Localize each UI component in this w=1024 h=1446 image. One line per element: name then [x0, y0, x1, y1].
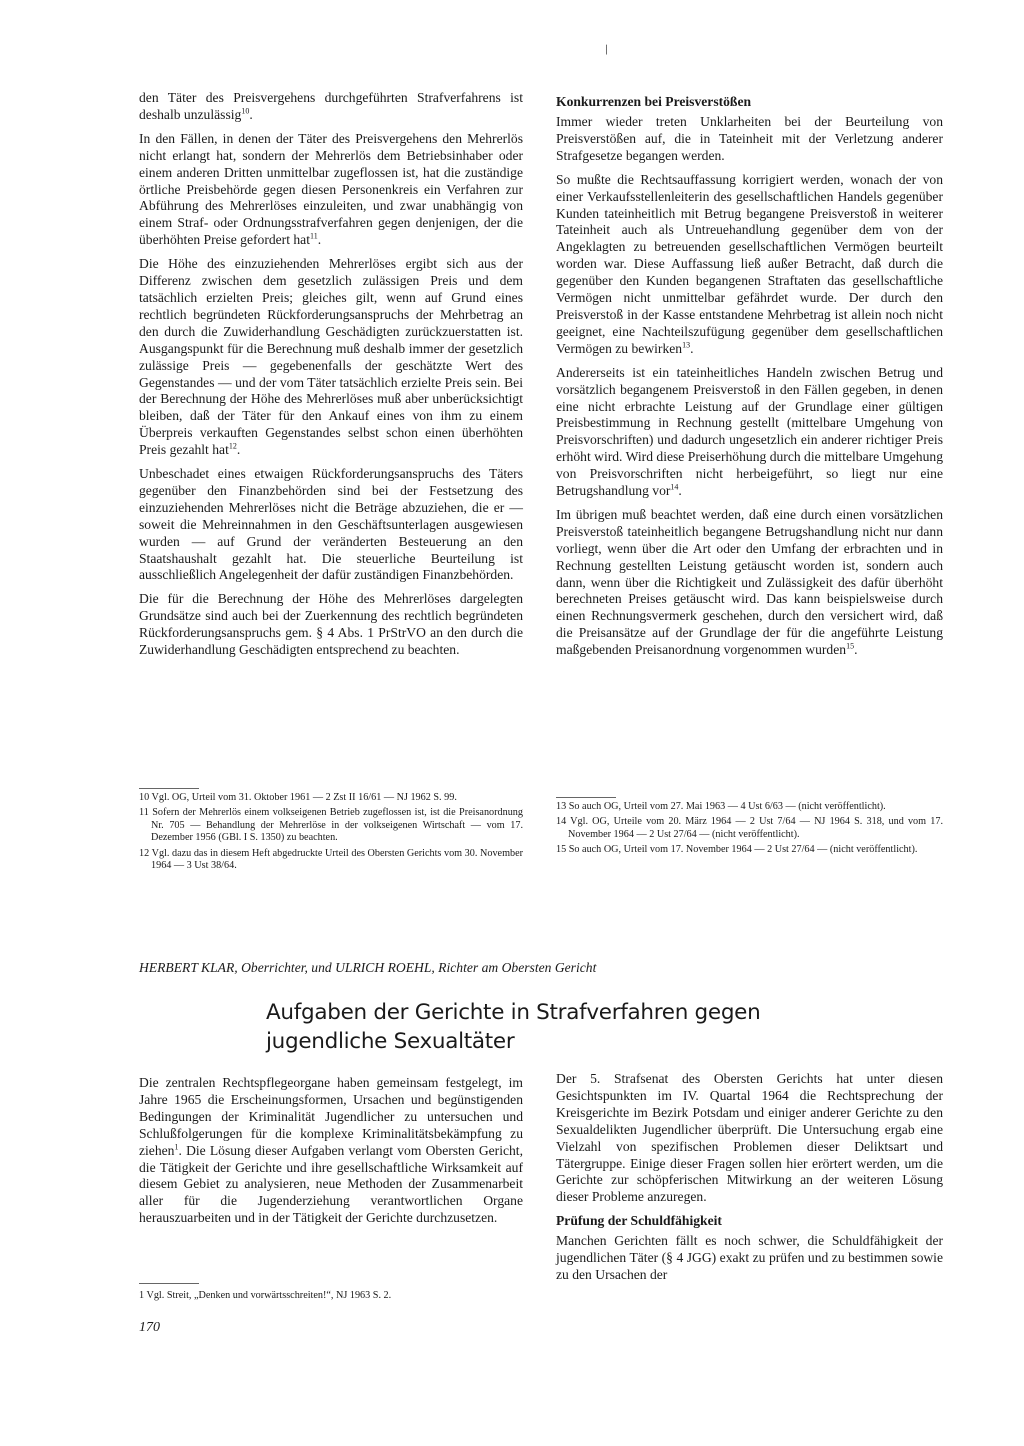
paragraph: Die für die Berechnung der Höhe des Mehrerlöses dargelegten Grundsätze sind auch bei der Zuerkennung des rechtlich begründeten Rückforderungsanspruchs gem. § 4 Abs. 1 PrStrVO an den durch die Zuwiderhandlung Geschädigten entsprechend zu beachten. [139, 591, 523, 658]
paragraph: So mußte die Rechtsauffassung korrigiert werden, wonach der von einer Verkaufsstellenleiterin des gesellschaftlichen Handels gegenüber Kunden tateinheitlich mit Betrug begangene Preisverstoß in weiterer Tateinheit auch als Untreuehandlung gegenüber dem von der Angeklagten zu betreuenden gesellschaftlichen Vermögen beurteilt worden war. Diese Auffassung ließ außer Betracht, daß durch die gegenüber den Kunden begangenen Straftaten das gesellschaftliche Vermögen nicht unmittelbar gefährdet wurde. Der durch den Preisverstoß in der Kasse entstandene Mehrbetrag ist allein noch nicht geeignet, eine Nachteilszufügung gegenüber dem gesellschaftlichen Vermögen zu bewirken$^{13}$. [556, 171, 943, 356]
paragraph: Die Höhe des einzuziehenden Mehrerlöses ergibt sich aus der Differenz zwischen dem gesetzlich zulässigen Preis und dem tatsächlich erzielten Preis; gleiches gilt, wenn auf Grund eines rechtlich begründeten Rückforderungsanspruchs der Mehrbetrag an den durch die Zuwiderhandlung Geschädigten zurückzuerstatten ist. Ausgangspunkt für die Berechnung muß deshalb immer der gesetzlich zulässige Preis — gegebenenfalls der geschätzte Wert des Gegenstandes — und der vom Täter tatsächlich erzielte Preis sein. Bei der Berechnung der Höhe des Mehrerlöses muß aber unberücksichtigt bleiben, daß der Täter für den Ankauf eines von ihm zu einem Überpreis verkauften Gegenstandes selbst schon einen überhöhten Preis gezahlt hat$^{12}$. [139, 256, 523, 458]
left-column-top [139, 90, 523, 666]
footnote: 10 Vgl. OG, Urteil vom 31. Oktober 1961 — 2 Zst II 16/61 — NJ 1962 S. 99. [139, 792, 457, 803]
footnotes-right [556, 801, 943, 860]
article-title: Aufgaben der Gerichte in Strafverfahren gegen jugendliche Sexualtäter [266, 1000, 761, 1054]
footnote: 14 Vgl. OG, Urteile vom 20. März 1964 — 2 Ust 7/64 — NJ 1964 S. 318, und vom 17. November 1964 — 2 Ust 27/64 — (nicht veröffentlicht). [556, 816, 943, 840]
article-left-column [139, 1075, 523, 1234]
footnote-rule [139, 788, 199, 789]
footnotes-left [139, 792, 523, 875]
footnote: 13 So auch OG, Urteil vom 27. Mai 1963 — 4 Ust 6/63 — (nicht veröffentlicht). [556, 801, 886, 812]
footnote: 15 So auch OG, Urteil vom 17. November 1964 — 2 Ust 27/64 — (nicht veröffentlicht). [556, 844, 918, 856]
paragraph: In den Fällen, in denen der Täter des Preisvergehens den Mehrerlös nicht erlangt hat, sondern der Mehrerlös dem Betriebsinhaber oder einem anderen Dritten unmittelbar zugeflossen ist, hat die zuständige örtliche Preisbehörde gegen diesen Personenkreis ein Verfahren zur Abführung des Mehrerlöses einzuleiten, und zwar unabhängig von einem Straf- oder Ordnungsstrafverfahren gegen denjenigen, der die überhöhten Preise gefordert hat$^{11}$. [139, 130, 523, 248]
page-number: 170 [139, 1320, 160, 1335]
paragraph: den Täter des Preisvergehens durchgeführten Strafverfahrens ist deshalb unzulässig$^{10}$. [139, 90, 523, 122]
footnote: 11 Sofern der Mehrerlös einem volkseigenen Betrieb zugeflossen ist, ist die Preisanordnung Nr. 705 — Behandlung der Mehrerlöse in der volkseigenen Wirtschaft — vom 17. Dezember 1956 (GBl. I S. 1350) zu beachten. [139, 807, 523, 844]
paragraph: Manchen Gerichten fällt es noch schwer, die Schuldfähigkeit der jugendlichen Täter (§ 4 JGG) exakt zu prüfen und zu bestimmen sowie zu den Ursachen der [556, 1233, 943, 1283]
section-heading: Konkurrenzen bei Preisverstößen [556, 94, 752, 109]
margin-mark: / [602, 42, 612, 59]
footnote-rule [556, 797, 616, 798]
footnote: 12 Vgl. dazu das in diesem Heft abgedruckte Urteil des Obersten Gerichts vom 30. November 1964 — 3 Ust 38/64. [139, 847, 523, 872]
article-right-column [556, 1071, 943, 1291]
article-authors: HERBERT KLAR, Oberrichter, und ULRICH ROEHL, Richter am Obersten Gericht [139, 960, 597, 975]
paragraph: Der 5. Strafsenat des Obersten Gerichts hat unter diesen Gesichtspunkten im IV. Quartal 1964 die Rechtsprechung der Kreisgerichte im Bezirk Potsdam und einiger anderer Gerichte zu den Sexualdelikten Jugendlicher überprüft. Die Untersuchung ergab eine Vielzahl von spezifischen Problemen dieser Deliktsart und Tätergruppe. Einige dieser Fragen sollen hier erörtert werden, um die Gerichte zur schöpferischen Mitwirkung an der weiteren Lösung dieser Probleme anzuregen. [556, 1071, 943, 1205]
right-column-top [556, 90, 943, 666]
section-heading: Prüfung der Schuldfähigkeit [556, 1213, 722, 1229]
footnote: 1 Vgl. Streit, „Denken und vorwärtsschreiten!“, NJ 1963 S. 2. [139, 1290, 392, 1301]
paragraph: Die zentralen Rechtspflegeorgane haben gemeinsam festgelegt, im Jahre 1965 die Erscheinungsformen, Ursachen und begünstigenden Bedingungen der Kriminalität Jugendlicher zu untersuchen und Schlußfolgerungen für die komplexe Kriminalitätsbekämpfung zu ziehen$^1$. Die Lösung dieser Aufgaben verlangt vom Obersten Gericht, die Tätigkeit der Gerichte und ihre gesellschaftliche Wirksamkeit auf diesem Gebiet zu analysieren, neue Methoden der Zusammenarbeit aller für die Jugenderziehung verantwortlichen Organe herauszuarbeiten und in der Tätigkeit der Gerichte durchzusetzen. [139, 1075, 523, 1226]
footnote-rule [139, 1283, 199, 1284]
paragraph: Andererseits ist ein tateinheitliches Handeln zwischen Betrug und vorsätzlich begangenem Preisverstoß in den Fällen gegeben, in denen eine nicht erbrachte Leistung auf der Grundlage einer gültigen Preisbestimmung in Rechnung gestellt (mittelbare Umgehung von Preisvorschriften) und dadurch ungesetzlich ein anderer richtiger Preis erhöht wird. Wird diese Preiserhöhung durch die mittelbare Umgehung von Preisvorschriften nicht herbeigeführt, so liegt nur eine Betrugshandlung vor$^{14}$. [556, 364, 943, 499]
paragraph: Unbeschadet eines etwaigen Rückforderungsanspruchs des Täters gegenüber den Finanzbehörden sind bei der Festsetzung des einzuziehenden Mehrerlöses nicht die Beträge abzuziehen, die er — soweit die Mehreinnahmen in den Geschäftsunterlagen ausgewiesen wurden — auf Grund der veränderten Besteuerung an den Staatshaushalt gezahlt hat. Die steuerliche Beurteilung ist ausschließlich Angelegenheit der dafür zuständigen Finanzbehörden. [139, 466, 523, 583]
paragraph: Im übrigen muß beachtet werden, daß eine durch einen vorsätzlichen Preisverstoß tateinheitlich begangene Betrugshandlung nicht nur dann vorliegt, wenn über die Art oder den Umfang der erbrachten und in Rechnung gestellten Leistung getäuscht worden ist, sondern auch dann, wenn über die Richtigkeit und Zulässigkeit des dafür überhöht berechneten Preises getäuscht wird. Das kann beispielsweise durch einen Rechnungsvermerk geschehen, durch den versichert wird, daß die Preisansätze auf der Grundlage der für die angeführte Leistung maßgebenden Preisanordnung vorgenommen wurden$^{15}$. [556, 506, 943, 658]
paragraph: Immer wieder treten Unklarheiten bei der Beurteilung von Preisverstößen auf, die in Tateinheit mit der Verletzung anderer Strafgesetze begangen werden. [556, 114, 943, 163]
footnotes-article [139, 1290, 523, 1305]
